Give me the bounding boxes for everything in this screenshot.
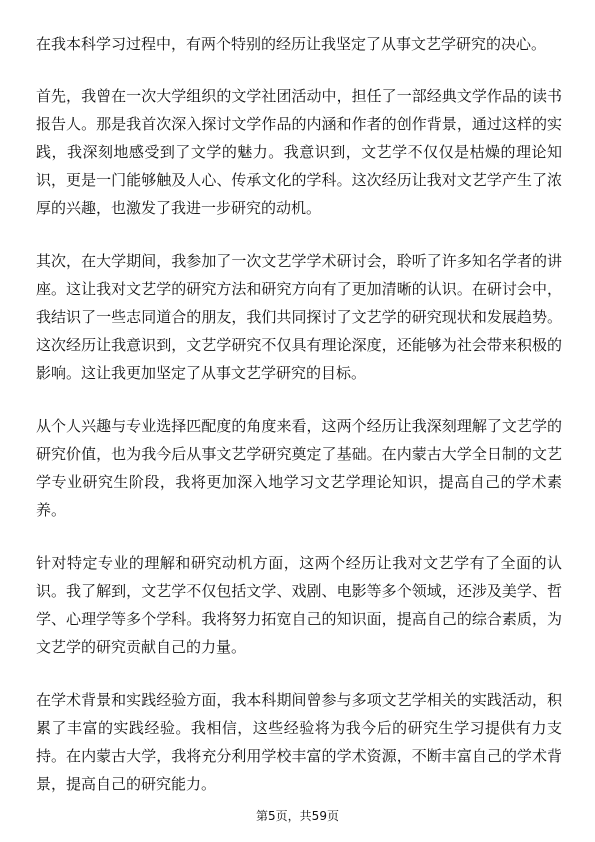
page-number-footer: 第5页，共59页: [256, 809, 339, 823]
paragraph-second-experience: 其次，在大学期间，我参加了一次文艺学学术研讨会，聆听了许多知名学者的讲座。这让我对文艺学的研究方法和研究方向有了更加清晰的认识。在研讨会中，我结识了一些志同道合的朋友，我们共同探讨了文艺学的研究现状和发展趋势。这次经历让我意识到，文艺学研究不仅具有理论深度，还能够为社会带来积极的影响。这让我更加坚定了从事文艺学研究的目标。: [36, 252, 562, 382]
document-body: [36, 30, 562, 823]
paragraph-academic-background: 在学术背景和实践经验方面，我本科期间曾参与多项文艺学相关的实践活动，积累了丰富的实践经验。我相信，这些经验将为我今后的研究生学习提供有力支持。在内蒙古大学，我将充分利用学校丰富的学术资源，不断丰富自己的学术背景，提高自己的研究能力。: [36, 691, 562, 793]
paragraph-intro: 在我本科学习过程中，有两个特别的经历让我坚定了从事文艺学研究的决心。: [36, 35, 547, 53]
paragraph-interest-match: 从个人兴趣与专业选择匹配度的角度来看，这两个经历让我深刻理解了文艺学的研究价值，也为我今后从事文艺学研究奠定了基础。在内蒙古大学全日制的文艺学专业研究生阶段，我将更加深入地学习文艺学理论知识，提高自己的学术素养。: [36, 417, 562, 519]
paragraph-major-understanding: 针对特定专业的理解和研究动机方面，这两个经历让我对文艺学有了全面的认识。我了解到，文艺学不仅包括文学、戏剧、电影等多个领域，还涉及美学、哲学、心理学等多个学科。我将努力拓宽自己的知识面，提高自己的综合素质，为文艺学的研究贡献自己的力量。: [36, 554, 562, 656]
paragraph-first-experience: 首先，我曾在一次大学组织的文学社团活动中，担任了一部经典文学作品的读书报告人。那是我首次深入探讨文学作品的内涵和作者的创作背景，通过这样的实践，我深刻地感受到了文学的魅力。我意识到，文艺学不仅仅是枯燥的理论知识，更是一门能够触及人心、传承文化的学科。这次经历让我对文艺学产生了浓厚的兴趣，也激发了我进一步研究的动机。: [36, 87, 562, 217]
